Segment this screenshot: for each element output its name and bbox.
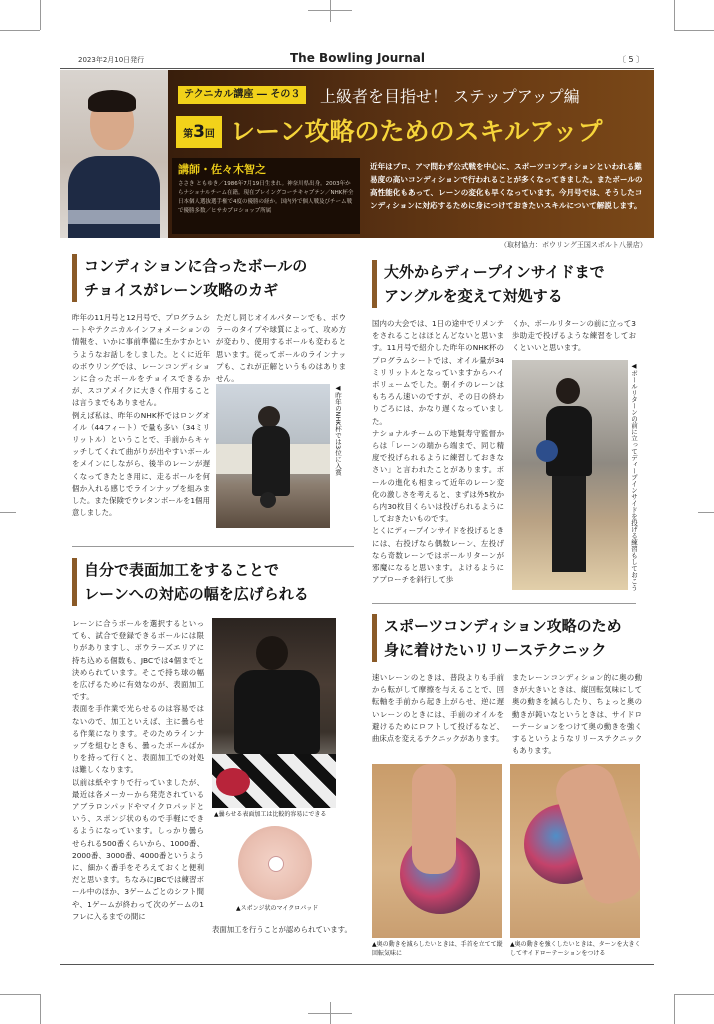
vertical-roll-caption: ▲奥の動きを減らしたいときは、手首を立てて縦回転気味に bbox=[372, 941, 503, 957]
person-head bbox=[256, 636, 288, 670]
section-4-col2: またレーンコンディション的に奥の動きが大きいときは、縦回転気味にして奥の動きを減らしたり、ちょっと奥の動きが鈍いなというときは、サイドローテーションをつけて奥の動きを強くするというようなリリーステクニックもあります。 bbox=[512, 673, 642, 756]
lecturer-bio: ささき ともゆき／1986年7月19日生まれ。神奈川県出身。2003年からナショナルチーム在籍。現在プレイングコーチキャプテン／NHK杯全日本個人選抜選手権で4度の優勝の経か。国内外で個人戦及びチーム戦で優勝多数／ヒサカプロショップ所属 bbox=[178, 181, 354, 214]
portrait-stripe bbox=[68, 210, 160, 224]
side-rotation-caption: ▲奥の動きを強くしたいときは、ターンを大きくしてサイドローテーションをつける bbox=[510, 941, 641, 957]
section-2-col2-tail: 表面加工を行うことが認められています。 bbox=[212, 925, 352, 934]
micro-pad-photo bbox=[238, 826, 312, 900]
crop-mark-left-mid bbox=[0, 512, 16, 513]
section-4-col1: 速いレーンのときは、普段よりも手前から転がして摩擦を与えることで、回転軸を手前から起き上がらせ、逆に遅いレーンのときには、手前のオイルを避けるためにロフトして投げるなど、曲床点を変えるテクニックがあります。 bbox=[372, 673, 504, 744]
section-4-title-line2: 身に着けたいリリーステクニック bbox=[384, 641, 607, 659]
portrait-hair bbox=[88, 90, 136, 112]
crop-mark-top-h bbox=[308, 10, 352, 11]
nhk-cup-caption: ◀昨年のNHK杯では3位に入賞 bbox=[334, 384, 342, 476]
section-2-title-line2: レーンへの対応の幅を広げられる bbox=[84, 585, 309, 603]
bowler-legs-2 bbox=[552, 476, 586, 572]
section-3-title bbox=[384, 260, 644, 308]
series-kicker: テクニカル講座 ― その３ bbox=[178, 86, 306, 104]
crop-mark-tr-v bbox=[674, 0, 675, 30]
section-1-col2: ただし同じオイルパターンでも、ボウラーのタイプや球質によって、攻め方が変わり、使用するボールも変わると思います。従ってボールのラインナップも、これが正解というものはありません。 bbox=[216, 313, 346, 384]
section-3-col1: 国内の大会では、1日の途中でリメンテをされることはほとんどないと思います。11月号で紹介した昨年のNHK杯のプログラムシートでは、オイル量が34ミリリットルとなっていますからハイボリュームでした。朝イチのレーンはもちろん速いのですが、その日の終わりごろには、かなり遅くなっていました。 ナショナルチームの下地賢寿守監督からは「レーンの端から端まで、同じ精度で投げられるように練習しておきなさい」と言われたことがあります。ボールの進化も相まって近年のレーン変化の激しさを考えると、まずは外5枚から内30枚目くらいは投げられるようにしておきたいものです。 とくにディープインサイドを投げるときには、右投げなら偶数レーン、左投げなら奇数レーンではボールリターンが邪魔になると思います。よけるようにアプローチを斜行して歩 bbox=[372, 319, 504, 585]
issue-suffix: 回 bbox=[204, 129, 215, 140]
deep-inside-photo bbox=[512, 360, 628, 590]
crop-mark-br bbox=[674, 994, 714, 995]
side-rotation-photo bbox=[510, 764, 640, 938]
crop-mark-bl-v bbox=[40, 994, 41, 1024]
deep-inside-caption: ◀ボールリターンの前に立ってディープインサイドを投げる練習もしておこう bbox=[630, 362, 638, 591]
publication-title: The Bowling Journal bbox=[290, 51, 425, 65]
section-2-col1: レーンに合うボールを選択するといっても、試合で登録できるボールには限りがありますし、ボウラーズエリアに持ち込める個数も、JBCでは4個までと決められています。そこで持ち球の幅を広げるために有効なのが、表面加工です。 表面を手作業で光らせるのは容易ではないので、加工といえば、主に曇らせる作業になります。そのためラインナップを組むときも、曇ったボールばかりを持って行くと、表面加工での対処は難しくなります。 以前は紙やすりで行っていましたが、最近は各メーカーから発売されているアブラロンパッドやマイクロパッドという、スポンジ状のもので手軽にできるようになっています。しっかり曇らせられる500番くらいから、1000番、2000番、3000番、4000番というように、細かく番手をそろえておくと便利だと思います。ちなみにJBCでは練習ボール中のほか、3ゲームごとのシフト間や、1ゲームが終わって次のゲームの1フレに入るまでの間に bbox=[72, 619, 204, 921]
page-number: 〔 5 〕 bbox=[618, 55, 645, 64]
section-1-title-line1: コンディションに合ったボールの bbox=[84, 257, 308, 275]
crop-mark-bottom-h bbox=[308, 1013, 352, 1014]
section-1-title bbox=[84, 254, 354, 302]
person-body bbox=[234, 670, 320, 754]
issue-number: 3 bbox=[193, 122, 205, 142]
red-ball bbox=[216, 768, 250, 796]
issue-date: 2023年2月10日発行 bbox=[78, 56, 145, 64]
micro-pad-caption: ▲スポンジ状のマイクロパッド bbox=[236, 905, 319, 912]
section-4-bar bbox=[372, 614, 377, 662]
footer-rule bbox=[60, 964, 654, 965]
lecturer-box bbox=[172, 158, 360, 234]
nhk-cup-photo bbox=[216, 384, 330, 528]
vertical-roll-photo bbox=[372, 764, 502, 938]
sanding-caption: ▲曇らせる表面加工は比較的容易にできる bbox=[214, 811, 327, 818]
crop-mark-br-v bbox=[674, 994, 675, 1024]
series-subtitle: 上級者を目指せ！ ステップアップ編 bbox=[320, 87, 580, 106]
section-divider-left bbox=[72, 546, 354, 547]
section-3-title-line1: 大外からディープインサイドまで bbox=[384, 263, 605, 281]
section-1-bar bbox=[72, 254, 77, 302]
bowler-body bbox=[252, 426, 290, 496]
pad-center bbox=[268, 856, 284, 872]
section-1-title-line2: チョイスがレーン攻略のカギ bbox=[84, 281, 279, 299]
photo-credit: （取材協力：ボウリング王国スポルト八景店） bbox=[500, 241, 647, 249]
section-2-title bbox=[84, 558, 364, 606]
section-3-col2: くか、ボールリターンの前に立って3歩助走で投げるような練習をしておくといいと思います。 bbox=[512, 319, 636, 353]
header-rule bbox=[60, 68, 654, 69]
lecturer-name: 講師・佐々木智之 bbox=[178, 163, 266, 176]
crop-mark-bl bbox=[0, 994, 40, 995]
crop-mark-top bbox=[330, 0, 331, 22]
crop-mark-right-mid bbox=[698, 512, 714, 513]
crop-mark-tr bbox=[674, 30, 714, 31]
section-2-bar bbox=[72, 558, 77, 606]
surface-sanding-photo bbox=[212, 618, 336, 808]
crop-mark-tl bbox=[0, 30, 40, 31]
section-divider-right bbox=[372, 603, 636, 604]
section-3-title-line2: アングルを変えて対処する bbox=[384, 287, 563, 305]
main-title: レーン攻略のためのスキルアップ bbox=[230, 117, 603, 146]
section-2-title-line1: 自分で表面加工をすることで bbox=[84, 561, 280, 579]
portrait-body bbox=[68, 156, 160, 238]
issue-number-badge bbox=[176, 116, 222, 148]
lecturer-portrait bbox=[60, 70, 168, 238]
crop-mark-tl-v bbox=[40, 0, 41, 30]
hand-vertical bbox=[412, 764, 456, 874]
section-1-col1: 昨年の11月号と12月号で、プログラムシートやテクニカルインフォメーションの情報を、いかに事前準備に生かすかというようなお話しをしました。とくに近年のボウリングでは、レーンコンディションに合ったボールをチョイスできるかが、スコアメイクに大きく作用することは言うまでもありません。 例えば私は、昨年のNHK杯ではロングオイル（44フィート）で量も多い（34ミリリットル）ということで、手前からキャッチしてくれて曲がりが出やすいボールをメインにしながら、後半のレーンが遅くなってきたとき用に、走るボールを何個か入れる感じでラインナップを組みました。また保険でウレタンボールを1個用意しました。 bbox=[72, 313, 210, 518]
bowler-head bbox=[258, 406, 280, 428]
bowler-head-2 bbox=[556, 378, 580, 404]
section-4-title bbox=[384, 614, 646, 662]
article-banner bbox=[60, 70, 654, 238]
issue-prefix: 第 bbox=[183, 129, 194, 140]
article-intro: 近年はプロ、アマ問わず公式戦を中心に、スポーツコンディションといわれる難易度の高いコンディションで行われることが多くなってきました。またボールの高性能化もあって、レーンの変化も早くなっています。今月号では、そうしたコンディションに対応するために身につけておきたいスキルについて解説します。 bbox=[370, 162, 643, 210]
bowling-ball bbox=[260, 492, 276, 508]
section-4-title-line1: スポーツコンディション攻略のため bbox=[384, 617, 622, 635]
section-3-bar bbox=[372, 260, 377, 308]
bowling-ball-2 bbox=[536, 440, 558, 462]
